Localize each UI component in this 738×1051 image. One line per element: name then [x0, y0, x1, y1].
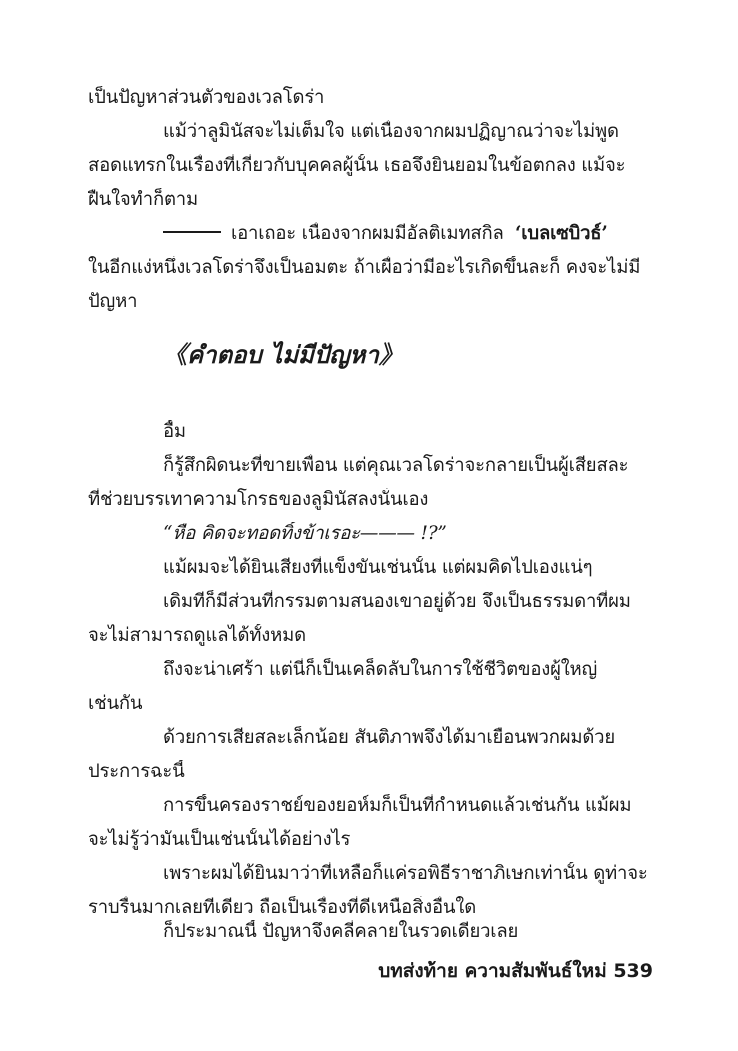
text-line: ก็ประมาณนี้ ปัญหาจึงคลี่คลายในรวดเดียวเลย	[163, 921, 519, 942]
text-line: แม้ว่าลูมินัสจะไม่เต็มใจ แต่เนื่องจากผมปฏิญาณว่าจะไม่พูด	[163, 121, 619, 142]
text-line: ราบรื่นมากเลยทีเดียว ถือเป็นเรื่องที่ดีเหนือสิ่งอื่นใด	[88, 897, 477, 918]
page-footer: บทส่งท้าย ความสัมพันธ์ใหม่ 539	[378, 960, 653, 982]
em-dash-rule	[163, 231, 221, 233]
text-line: ก็รู้สึกผิดนะที่ขายเพื่อน แต่คุณเวลโดร่าจะกลายเป็นผู้เสียสละ	[163, 455, 629, 476]
text-line: ประการฉะนี้	[88, 761, 185, 782]
text-line: จะไม่สามารถดูแลได้ทั้งหมด	[88, 625, 306, 646]
skill-name: ‘เบลเซบิวธ์’	[515, 223, 608, 244]
text-line: เดิมทีก็มีส่วนที่กรรมตามสนองเขาอยู่ด้วย จึงเป็นธรรมดาที่ผม	[163, 591, 631, 612]
dialogue-line: “หือ คิดจะทอดทิ้งข้าเรอะ——— !?”	[163, 523, 447, 544]
text-line: การขึ้นครองราชย์ของยอห์มก็เป็นที่กำหนดแล้วเช่นกัน แม้ผม	[163, 795, 632, 816]
text-fragment: เอาเถอะ เนื่องจากผมมีอัลติเมทสกิล	[231, 223, 504, 244]
text-line: ฝืนใจทำก็ตาม	[88, 189, 198, 210]
text-line: จะไม่รู้ว่ามันเป็นเช่นนั้นได้อย่างไร	[88, 829, 351, 850]
text-line	[163, 222, 653, 246]
text-line: เพราะผมได้ยินมาว่าที่เหลือก็แค่รอพิธีราชาภิเษกเท่านั้น ดูท่าจะ	[163, 863, 648, 884]
text-line: ในอีกแง่หนึ่งเวลโดร่าจึงเป็นอมตะ ถ้าเผื่อว่ามีอะไรเกิดขึ้นละก็ คงจะไม่มี	[88, 257, 641, 278]
text-line: เช่นกัน	[88, 693, 143, 714]
text-line: ด้วยการเสียสละเล็กน้อย สันติภาพจึงได้มาเยือนพวกผมด้วย	[163, 727, 616, 748]
text-line: ที่ช่วยบรรเทาความโกรธของลูมินัสลงนั่นเอง	[88, 489, 429, 510]
text-line: เป็นปัญหาส่วนตัวของเวลโดร่า	[88, 87, 325, 108]
text-line: ถึงจะน่าเศร้า แต่นี่ก็เป็นเคล็ดลับในการใช้ชีวิตของผู้ใหญ่	[163, 659, 598, 680]
text-line: ปัญหา	[88, 291, 138, 312]
section-heading: 《คำตอบ ไม่มีปัญหา》	[163, 340, 403, 369]
text-line: อื้ม	[163, 421, 186, 442]
text-line: สอดแทรกในเรื่องที่เกี่ยวกับบุคคลผู้นั้น เธอจึงยินยอมในข้อตกลง แม้จะ	[88, 155, 626, 176]
text-line: แม้ผมจะได้ยินเสียงที่แข็งขันเช่นนั้น แต่ผมคิดไปเองแน่ๆ	[163, 557, 593, 578]
